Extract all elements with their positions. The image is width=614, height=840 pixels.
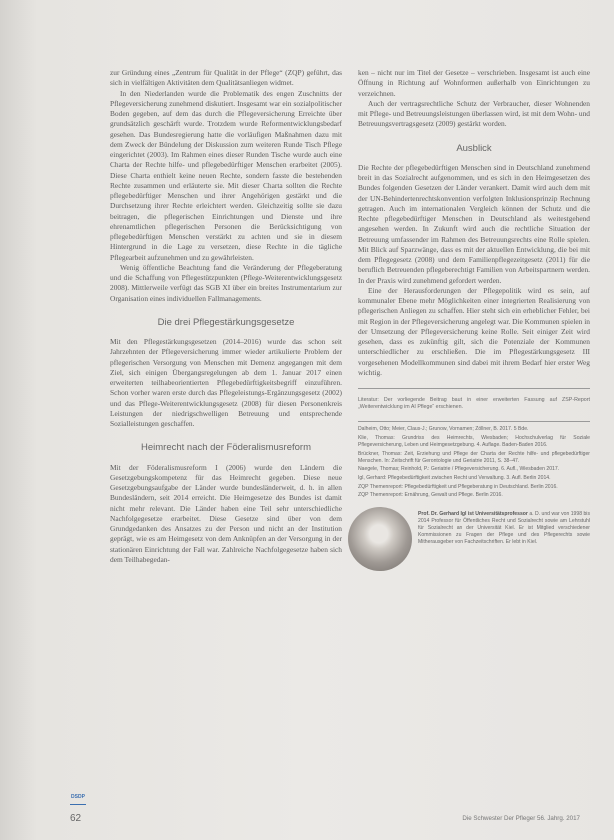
body-paragraph: Auch der vertragsrechtliche Schutz der Verbraucher, dieser Wohnenden mit Pflege- und Betreuungsleistungen überlassen wird, ist mit dem Wohn- und Betreuungsvertragsgesetz (2009) gestärkt worden. [358,98,590,129]
body-paragraph: Wenig öffentliche Beachtung fand die Veränderung der Pflegeberatung und die Schaffung von Pflegestützpunkten (Pflege-Weiterentwicklungsgesetz 2008). Mittlerweile verfügt das SGB XI über ein breites Instrumentarium zur Organisation eines individuellen Fallmanagements. [110,262,342,303]
reference-item: Igl, Gerhard: Pflegebedürftigkeit zwischen Recht und Verwaltung. 3. Aufl. Berlin 2014. [358,474,551,481]
references-list [358,426,590,499]
body-paragraph: Die Rechte der pflegebedürftigen Menschen sind in Deutschland zunehmend breit in das Sozialrecht aufgenommen, und es sich in den Heimgesetzen des Bundes folgenden Gesetzen der Länder verankert. Damit wird auch dem mit der UN-Behindertenrechtskonvention verfolgten Inklusionsprinzip Rechnung getragen. Auch im internationalen Vergleich können der Schutz und die Rechte pflegebedürftiger Menschen in Deutschland als weitestgehend angesehen werden. In Zukunft wird auch die rechtliche Situation der Betreuung umfassender im Rahmen des Betreuungsrechts eine Rolle spielen. Mit Blick auf Sparzwänge, dass es mit der aktuellen Entwicklung, die bei mit dem Pflegegesetz (2008) und dem Familienpflegezeitgesetz (2011) für die beruflich Betreuenden pflegeberechtigt Familien von Arbeitspartnern werden. In der Praxis wird zunehmend gefordert werden. [358,162,590,285]
author-photo [348,507,412,571]
body-paragraph: Eine der Herausforderungen der Pflegepolitik wird es sein, auf kommunaler Ebene mehr Möglichkeiten einer integrierten Realisierung von pflegerischen Anliegen zu schaffen. Hier steht sich ein erheblicher Fehler, bei mit Region in der Pflegeversicherung angelegt war. Die Kommunen spielen in der Umsetzung der Pflegeversicherung keine Rolle. Seit einiger Zeit wird gesehen, dass es zukünftig gilt, sich die Potenziale der Kommunen unterschiedlicher zu erschließen. Die im Pflegestärkungsgesetz III vorgesehenen Modellkommunen sind dabei mit ihrem Bedarf hier erster Weg wichtig. [358,285,590,377]
section-heading: Ausblick [456,142,492,154]
reference-item: ZQP Themenreport: Ernährung, Gewalt und Pflege. Berlin 2016. [358,492,503,499]
reference-item: ZQP Themenreport: Pflegebedürftigkeit und Pflegeberatung in Deutschland. Berlin 2016. [358,483,558,490]
footnote: Literatur: Der vorliegende Beitrag baut in einer erweiterten Fassung auf ZSP-Report „Weiterentwicklung im AI Pflege“ erschienen. [358,397,590,411]
divider [358,388,590,389]
body-paragraph: Mit den Pflegestärkungsgesetzen (2014–2016) wurde das schon seit Jahrzehnten der Pflegeversicherung immer wieder artikulierte Problem der pflegerischen Versorgung von Menschen mit Demenz angegangen mit dem Ziel, sich einigen Übergangsregelungen ab dem 1. Januar 2017 einen erweiterten teilhabeorientierten Pflegebedürftigkeitsbegriff einzuführen. Schon vorher waren erste durch das Pflegeleistungs-Ergänzungsgesetz (2002) und das Pflege-Weiterentwicklungsgesetz (2008) für diesen Personenkreis Leistungen der niedrigschwelligen Betreuung und entsprechende Sozialleistungen geschaffen. [110,337,342,428]
section-heading: Heimrecht nach der Föderalismusreform [140,442,311,454]
author-bio [418,511,590,546]
author-description: a. D. und war von 1998 bis 2014 Professor für Öffentliches Recht und Sozialrecht sowie am Lehrstuhl für Sozialrecht an der Universität Kiel. Er ist Mitglied verschiedener Kommissionen zu Fragen der Pflege und des Pflegerechts sowie Mitherausgeber von Fachzeitschriften. Er lebt in Kiel. [418,511,590,546]
body-paragraph: zur Gründung eines „Zentrum für Qualität in der Pflege“ (ZQP) geführt, das sich in vielfältigen Aktivitäten dem Qualitätsanliegen widmet. [110,68,342,88]
page-footer [0,812,614,832]
page-number: 62 [70,813,82,824]
reference-item: Naegele, Thomas; Reinhold, P.: Geriatrie / Pflegeversicherung. 6. Aufl., Wiesbaden 2017. [358,466,560,473]
left-column [110,68,342,565]
publisher-logo: DSDP [70,792,86,805]
body-paragraph: Mit der Föderalismusreform I (2006) wurde den Ländern die Gesetzgebungskompetenz für das Heimrecht gegeben. Diese neue Gesetzgebungsaufgabe der Länder wurde bundesländerweit, d. h. in allen Bundesländern, seit 2014 erreicht. Die Heimgesetze des Bundes ist damit nicht mehr relevant. Die Länder haben eine Teil sehr unterschiedliche Nachfolgegesetze erarbeitet. Diese Gesetze sind über von dem Grundgedanken des Ansatzes zu der Person und nicht an der Institution geprägt, wie es am Heimgesetz von dem Anknüpfen an der Versorgung in der stationären Einrichtung der Fall war. Zahlreiche Nachfolgegesetze haben sich dem Teilhabegedan- [110,462,342,564]
author-name: Prof. Dr. Gerhard Igl ist Universitätsprofessor [418,511,528,518]
body-paragraph: In den Niederlanden wurde die Problematik des engen Zuschnitts der Pflegeversicherung zunehmend diskutiert. Insgesamt war ein sozialpolitischer Boden gegeben, auf dem das durch die Pflegeversicherung Erreichte über grundsätzlich geschärft wurde. Trotzdem wurde Reformentwicklungsbedarf gesehen. Das Bundesregierung hatte die vorläufigen Maßnahmen dazu mit dem Zweck der Bündelung der Diskussion zum weiteren Runde Tisch Pflege eingerichtet (2003). Im Rahmen eines dieser Runden Tische wurde auch eine Charta der Rechte hilfe- und pflegebedürftiger Menschen erarbeitet (2005). Diese Charta enthielt keine neuen Rechte, sondern fasste die bestehenden Rechte zusammen und erläuterte sie. Mit dieser Charta sollten die Rechte pflegebedürftiger Menschen und ihrer Angehörigen gestärkt und die Durchsetzung ihrer Rechte erleichtert werden. Gleichzeitig sollte sie dazu beitragen, die pflegerischen Einrichtungen und Dienste und ihre ehrenamtlichen pflegerischen Personen die Berücksichtigung von pflegebedürftigen Menschen verstärkt zu achten und sie in diesem Hintergrund in die Lage zu versetzen, diese Rechte in die tägliche Pflegearbeit aufzunehmen und zu gewährleisten. [110,88,342,262]
reference-item: Brückner, Thomas: Zeit, Erziehung und Pflege der Charta der Rechte hilfe- und pflegebedürftiger Menschen. In: Zeitschrift für Gerontologie und Geriatrie 2011, S. 38–47. [358,450,590,464]
author-box [358,507,590,571]
section-heading: Die drei Pflegestärkungsgesetze [157,316,295,328]
divider [358,421,590,422]
reference-item: Klie, Thomas: Grundriss des Heimrechts, Wiesbaden; Hochschulverlag für Soziale Pflegeversicherung, Leben und Heimgesetzgebung. 4. Auflage. Baden-Baden 2016. [358,435,590,449]
body-paragraph: ken – nicht nur im Titel der Gesetze – verschrieben. Insgesamt ist auch eine Öffnung in Richtung auf Wohnformen außerhalb von Einrichtungen zu verzeichnen. [358,68,590,98]
right-column [358,68,590,571]
reference-item: Dalheim, Otto; Meier, Claus-J.; Grunow, Vornamen; Zöllner, B. 2017. 5 Bde. [358,426,529,433]
running-title: Die Schwester Der Pfleger 56. Jahrg. 2017 [462,815,580,822]
